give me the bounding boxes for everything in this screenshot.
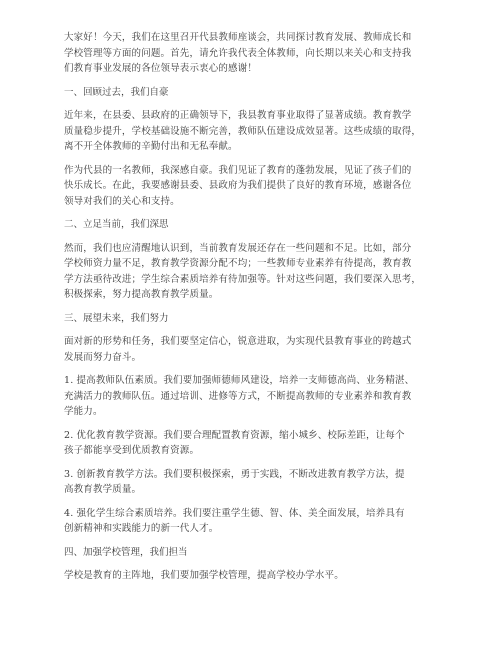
paragraph bbox=[64, 373, 442, 420]
section-heading: 二、立足当前，我们深思 bbox=[64, 219, 169, 230]
paragraph-line: 1. 提高教师队伍素质。我们要加强师德师风建设，培养一支师德高尚、业务精湛、 bbox=[64, 375, 415, 386]
paragraph-line: 学方法亟待改进；学生综合素质培养有待加强等。针对这些问题，我们要深入思考， bbox=[64, 273, 422, 285]
paragraph-line: 质量稳步提升，学校基础设施不断完善，教师队伍建设成效显著。这些成绩的取得， bbox=[64, 125, 422, 137]
paragraph-line: 学能力。 bbox=[64, 406, 103, 417]
paragraph-line: 3. 创新教育教学方法。我们要积极探索，勇于实践，不断改进教育教学方法，提 bbox=[64, 468, 405, 480]
section-heading: 一、回顾过去，我们自豪 bbox=[64, 86, 169, 98]
paragraph bbox=[64, 568, 442, 584]
paragraph-line: 积极探索，努力提高教育教学质量。 bbox=[64, 289, 219, 300]
paragraph bbox=[64, 241, 442, 303]
paragraph-line: 2. 优化教育教学资源。我们要合理配置教育资源，缩小城乡、校际差距，让每个 bbox=[64, 429, 405, 441]
paragraph bbox=[64, 506, 442, 537]
paragraph-line: 面对新的形势和任务，我们要坚定信心，锐意进取，为实现代县教育事业的跨越式 bbox=[64, 336, 412, 347]
paragraph bbox=[64, 334, 442, 365]
paragraph-line: 学校是教育的主阵地，我们要加强学校管理，提高学校办学水平。 bbox=[64, 570, 344, 581]
paragraph-line: 学校管理等方面的问题。首先，请允许我代表全体教师，向长期以来关心和支持我 bbox=[64, 47, 412, 59]
paragraph-line: 快乐成长。在此，我要感谢县委、县政府为我们提供了良好的教育环境，感谢各位 bbox=[64, 180, 412, 191]
paragraph-line: 作为代县的一名教师，我深感自豪。我们见证了教育的蓬勃发展，见证了孩子们的 bbox=[64, 164, 412, 176]
paragraph-line: 创新精神和实践能力的新一代人才。 bbox=[64, 523, 219, 534]
paragraph bbox=[64, 30, 442, 77]
paragraph-line: 高教育教学质量。 bbox=[64, 484, 142, 495]
paragraph-line: 近年来，在县委、县政府的正确领导下，我县教育事业取得了显著成绩。教育教学 bbox=[64, 110, 412, 121]
paragraph-line: 4. 强化学生综合素质培养。我们要注重学生德、智、体、美全面发展，培养具有 bbox=[64, 507, 405, 519]
paragraph-line: 大家好！今天，我们在这里召开代县教师座谈会，共同探讨教育发展、教师成长和 bbox=[64, 32, 412, 43]
section-heading: 四、加强学校管理，我们担当 bbox=[64, 546, 188, 558]
paragraph bbox=[64, 467, 442, 498]
paragraph bbox=[64, 163, 442, 210]
paragraph bbox=[64, 108, 442, 155]
section-heading: 三、展望未来，我们努力 bbox=[64, 312, 169, 324]
paragraph-line: 发展而努力奋斗。 bbox=[64, 351, 142, 363]
document-page bbox=[64, 30, 442, 592]
paragraph-line: 领导对我们的关心和支持。 bbox=[64, 195, 180, 207]
paragraph-line: 离不开全体教师的辛勤付出和无私奉献。 bbox=[64, 141, 238, 152]
paragraph bbox=[64, 428, 442, 459]
paragraph-line: 然而，我们也应清醒地认识到，当前教育发展还存在一些问题和不足。比如，部分 bbox=[64, 242, 412, 254]
paragraph-line: 学校师资力量不足，教育教学资源分配不均；一些教师专业素养有待提高，教育教 bbox=[64, 258, 412, 269]
paragraph-line: 们教育事业发展的各位领导表示衷心的感谢！ bbox=[64, 63, 258, 74]
paragraph-line: 孩子都能享受到优质教育资源。 bbox=[64, 445, 200, 456]
paragraph-line: 充满活力的教师队伍。通过培训、进修等方式，不断提高教师的专业素养和教育教 bbox=[64, 390, 412, 402]
